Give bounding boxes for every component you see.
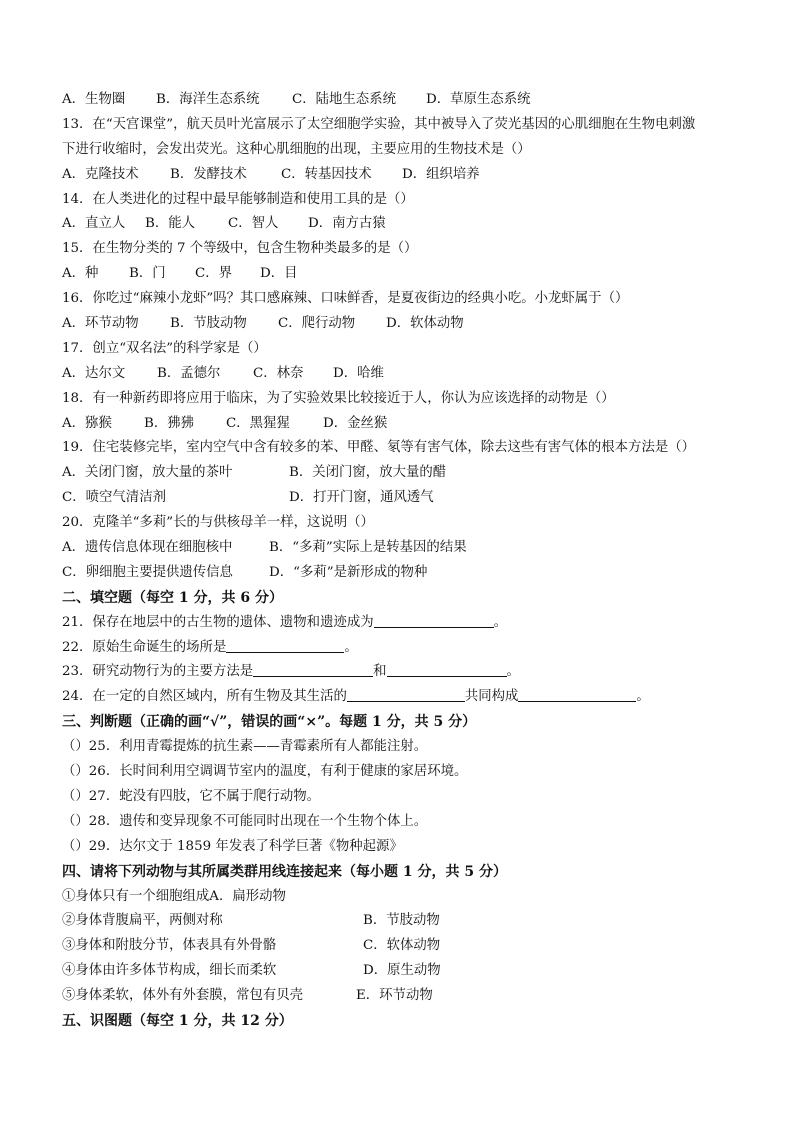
q20-stem: 20．克隆羊“多莉”长的与供核母羊一样，这说明（） — [62, 515, 374, 531]
option-b: B．孟德尔 — [157, 365, 221, 381]
option-d: D．哈维 — [333, 365, 384, 381]
q25: （）25．利用青霉提炼的抗生素——青霉素所有人都能注射。 — [62, 739, 428, 755]
q12-options — [62, 88, 742, 113]
match-left: ②身体背腹扁平，两侧对称 — [62, 913, 223, 929]
q27: （）27．蛇没有四肢，它不属于爬行动物。 — [62, 788, 321, 804]
option-d: D．草原生态系统 — [426, 92, 531, 107]
option-d: D．打开门窗，通风透气 — [289, 490, 434, 506]
match-row-5 — [62, 984, 742, 1009]
match-row-2 — [62, 909, 742, 934]
q15-stem: 15．在生物分类的 7 个等级中，包含生物种类最多的是（） — [62, 241, 418, 257]
option-a: A．达尔文 — [62, 365, 126, 381]
q26: （）26．长时间利用空调调节室内的温度，有利于健康的家居环境。 — [62, 764, 468, 780]
answer-blank[interactable] — [226, 638, 344, 653]
q18-stem: 18．有一种新药即将应用于临床，为了实验效果比较接近于人，你认为应该选择的动物是（） — [62, 390, 615, 406]
answer-blank[interactable] — [518, 687, 636, 702]
q14-stem: 14．在人类进化的过程中最早能够制造和使用工具的是（） — [62, 191, 414, 207]
q22-end: 。 — [344, 639, 358, 655]
option-b: B．“多莉”实际上是转基因的结果 — [269, 540, 467, 556]
option-d: D．“多莉”是新形成的物种 — [269, 564, 428, 580]
q24-text: 24．在一定的自然区域内，所有生物及其生活的 — [62, 689, 347, 705]
q13-stem-2: 下进行收缩时，会发出荧光。这种心肌细胞的出现，主要应用的生物技术是（） — [62, 141, 531, 157]
option-b: B．能人 — [145, 216, 196, 232]
q23-text: 23．研究动物行为的主要方法是 — [62, 664, 254, 680]
q16-options — [62, 312, 742, 337]
option-a: A．生物圈 — [62, 92, 126, 107]
match-right: C．软体动物 — [363, 938, 441, 954]
q17-stem: 17．创立“双名法”的科学家是（） — [62, 340, 267, 356]
option-a: A．关闭门窗，放大量的茶叶 — [62, 465, 233, 481]
option-c: C．林奈 — [253, 365, 304, 381]
q21-text: 21．保存在地层中的古生物的遗体、遗物和遗迹成为 — [62, 614, 374, 630]
q19-stem: 19．住宅装修完毕，室内空气中含有较多的苯、甲醛、氡等有害气体，除去这些有害气体的根本方法是（） — [62, 440, 696, 456]
option-a: A．种 — [62, 266, 99, 282]
q21 — [62, 611, 742, 636]
option-c: C．陆地生态系统 — [292, 92, 396, 107]
q20-options-row1 — [62, 536, 742, 561]
option-b: B．门 — [129, 266, 166, 282]
answer-blank[interactable] — [387, 662, 507, 677]
q24 — [62, 685, 742, 710]
answer-blank[interactable] — [374, 613, 494, 628]
q23-and: 和 — [373, 664, 387, 680]
match-row-4 — [62, 959, 742, 984]
q28: （）28．遗传和变异现象不可能同时出现在一个生物个体上。 — [62, 813, 428, 829]
q20-options-row2 — [62, 561, 742, 586]
match-left: ③身体和附肢分节，体表具有外骨骼 — [62, 938, 277, 954]
option-b: B．节肢动物 — [170, 316, 247, 332]
option-c: C．卵细胞主要提供遗传信息 — [62, 564, 233, 580]
section-true-false-heading: 三、判断题（正确的画“√”，错误的画“×”。每题 1 分，共 5 分） — [62, 714, 477, 731]
option-c: C．界 — [195, 266, 233, 282]
option-b: B．发酵技术 — [170, 166, 247, 182]
q19-options-row2 — [62, 486, 742, 511]
match-left: ①身体只有一个细胞组成 — [62, 888, 210, 904]
option-a: A．克隆技术 — [62, 166, 139, 182]
option-c: C．喷空气清洁剂 — [62, 490, 166, 506]
q17-options — [62, 362, 742, 387]
option-a: A．环节动物 — [62, 316, 139, 332]
q22-text: 22．原始生命诞生的场所是 — [62, 639, 227, 655]
section-matching-heading: 四、请将下列动物与其所属类群用线连接起来（每小题 1 分，共 5 分） — [62, 863, 507, 880]
exam-page — [62, 88, 742, 1034]
option-a: A．猕猴 — [62, 415, 112, 431]
option-d: D．目 — [260, 266, 298, 282]
q29: （）29．达尔文于 1859 年发表了科学巨著《物种起源》 — [62, 838, 403, 854]
option-b: B．关闭门窗，放大量的醋 — [289, 465, 447, 481]
answer-blank[interactable] — [253, 662, 373, 677]
option-c: C．智人 — [228, 216, 279, 232]
q18-options — [62, 412, 742, 437]
q24-mid: 共同构成 — [464, 689, 519, 705]
option-c: C．爬行动物 — [278, 316, 356, 332]
q23-end: 。 — [506, 664, 520, 680]
option-b: B．狒狒 — [144, 415, 195, 431]
match-right: D．原生动物 — [363, 963, 441, 979]
q13-options — [62, 163, 742, 188]
match-right: A．扁形动物 — [209, 888, 286, 904]
q15-options — [62, 262, 742, 287]
match-right: B．节肢动物 — [363, 913, 440, 929]
q13-stem-1: 13．在“天宫课堂”，航天员叶光富展示了太空细胞学实验，其中被导入了荧光基因的心肌细胞在生物电刺激 — [62, 116, 696, 132]
q16-stem: 16．你吃过“麻辣小龙虾”吗？其口感麻辣、口味鲜香，是夏夜街边的经典小吃。小龙虾属于（） — [62, 291, 629, 307]
answer-blank[interactable] — [347, 687, 465, 702]
q19-options-row1 — [62, 461, 742, 486]
option-d: D．金丝猴 — [323, 415, 388, 431]
option-c: C．转基因技术 — [281, 166, 372, 182]
q21-end: 。 — [493, 614, 508, 630]
match-right: E．环节动物 — [356, 988, 433, 1004]
section-diagram-heading: 五、识图题（每空 1 分，共 12 分） — [62, 1012, 293, 1029]
option-d: D．组织培养 — [402, 166, 480, 182]
option-c: C．黑猩猩 — [226, 415, 290, 431]
option-a: A．直立人 — [62, 216, 126, 232]
q24-end: 。 — [636, 689, 650, 705]
option-b: B．海洋生态系统 — [156, 92, 260, 107]
match-row-3 — [62, 934, 742, 959]
match-left: ④身体由许多体节构成，细长而柔软 — [62, 963, 277, 979]
q23 — [62, 660, 742, 685]
q14-options — [62, 212, 742, 237]
q22 — [62, 636, 742, 661]
option-d: D．南方古猿 — [308, 216, 386, 232]
section-fill-blank-heading: 二、填空题（每空 1 分，共 6 分） — [62, 589, 283, 606]
option-d: D．软体动物 — [386, 316, 464, 332]
match-left: ⑤身体柔软，体外有外套膜，常包有贝壳 — [62, 988, 304, 1004]
match-row-1 — [62, 885, 742, 910]
option-a: A．遗传信息体现在细胞核中 — [62, 540, 233, 556]
